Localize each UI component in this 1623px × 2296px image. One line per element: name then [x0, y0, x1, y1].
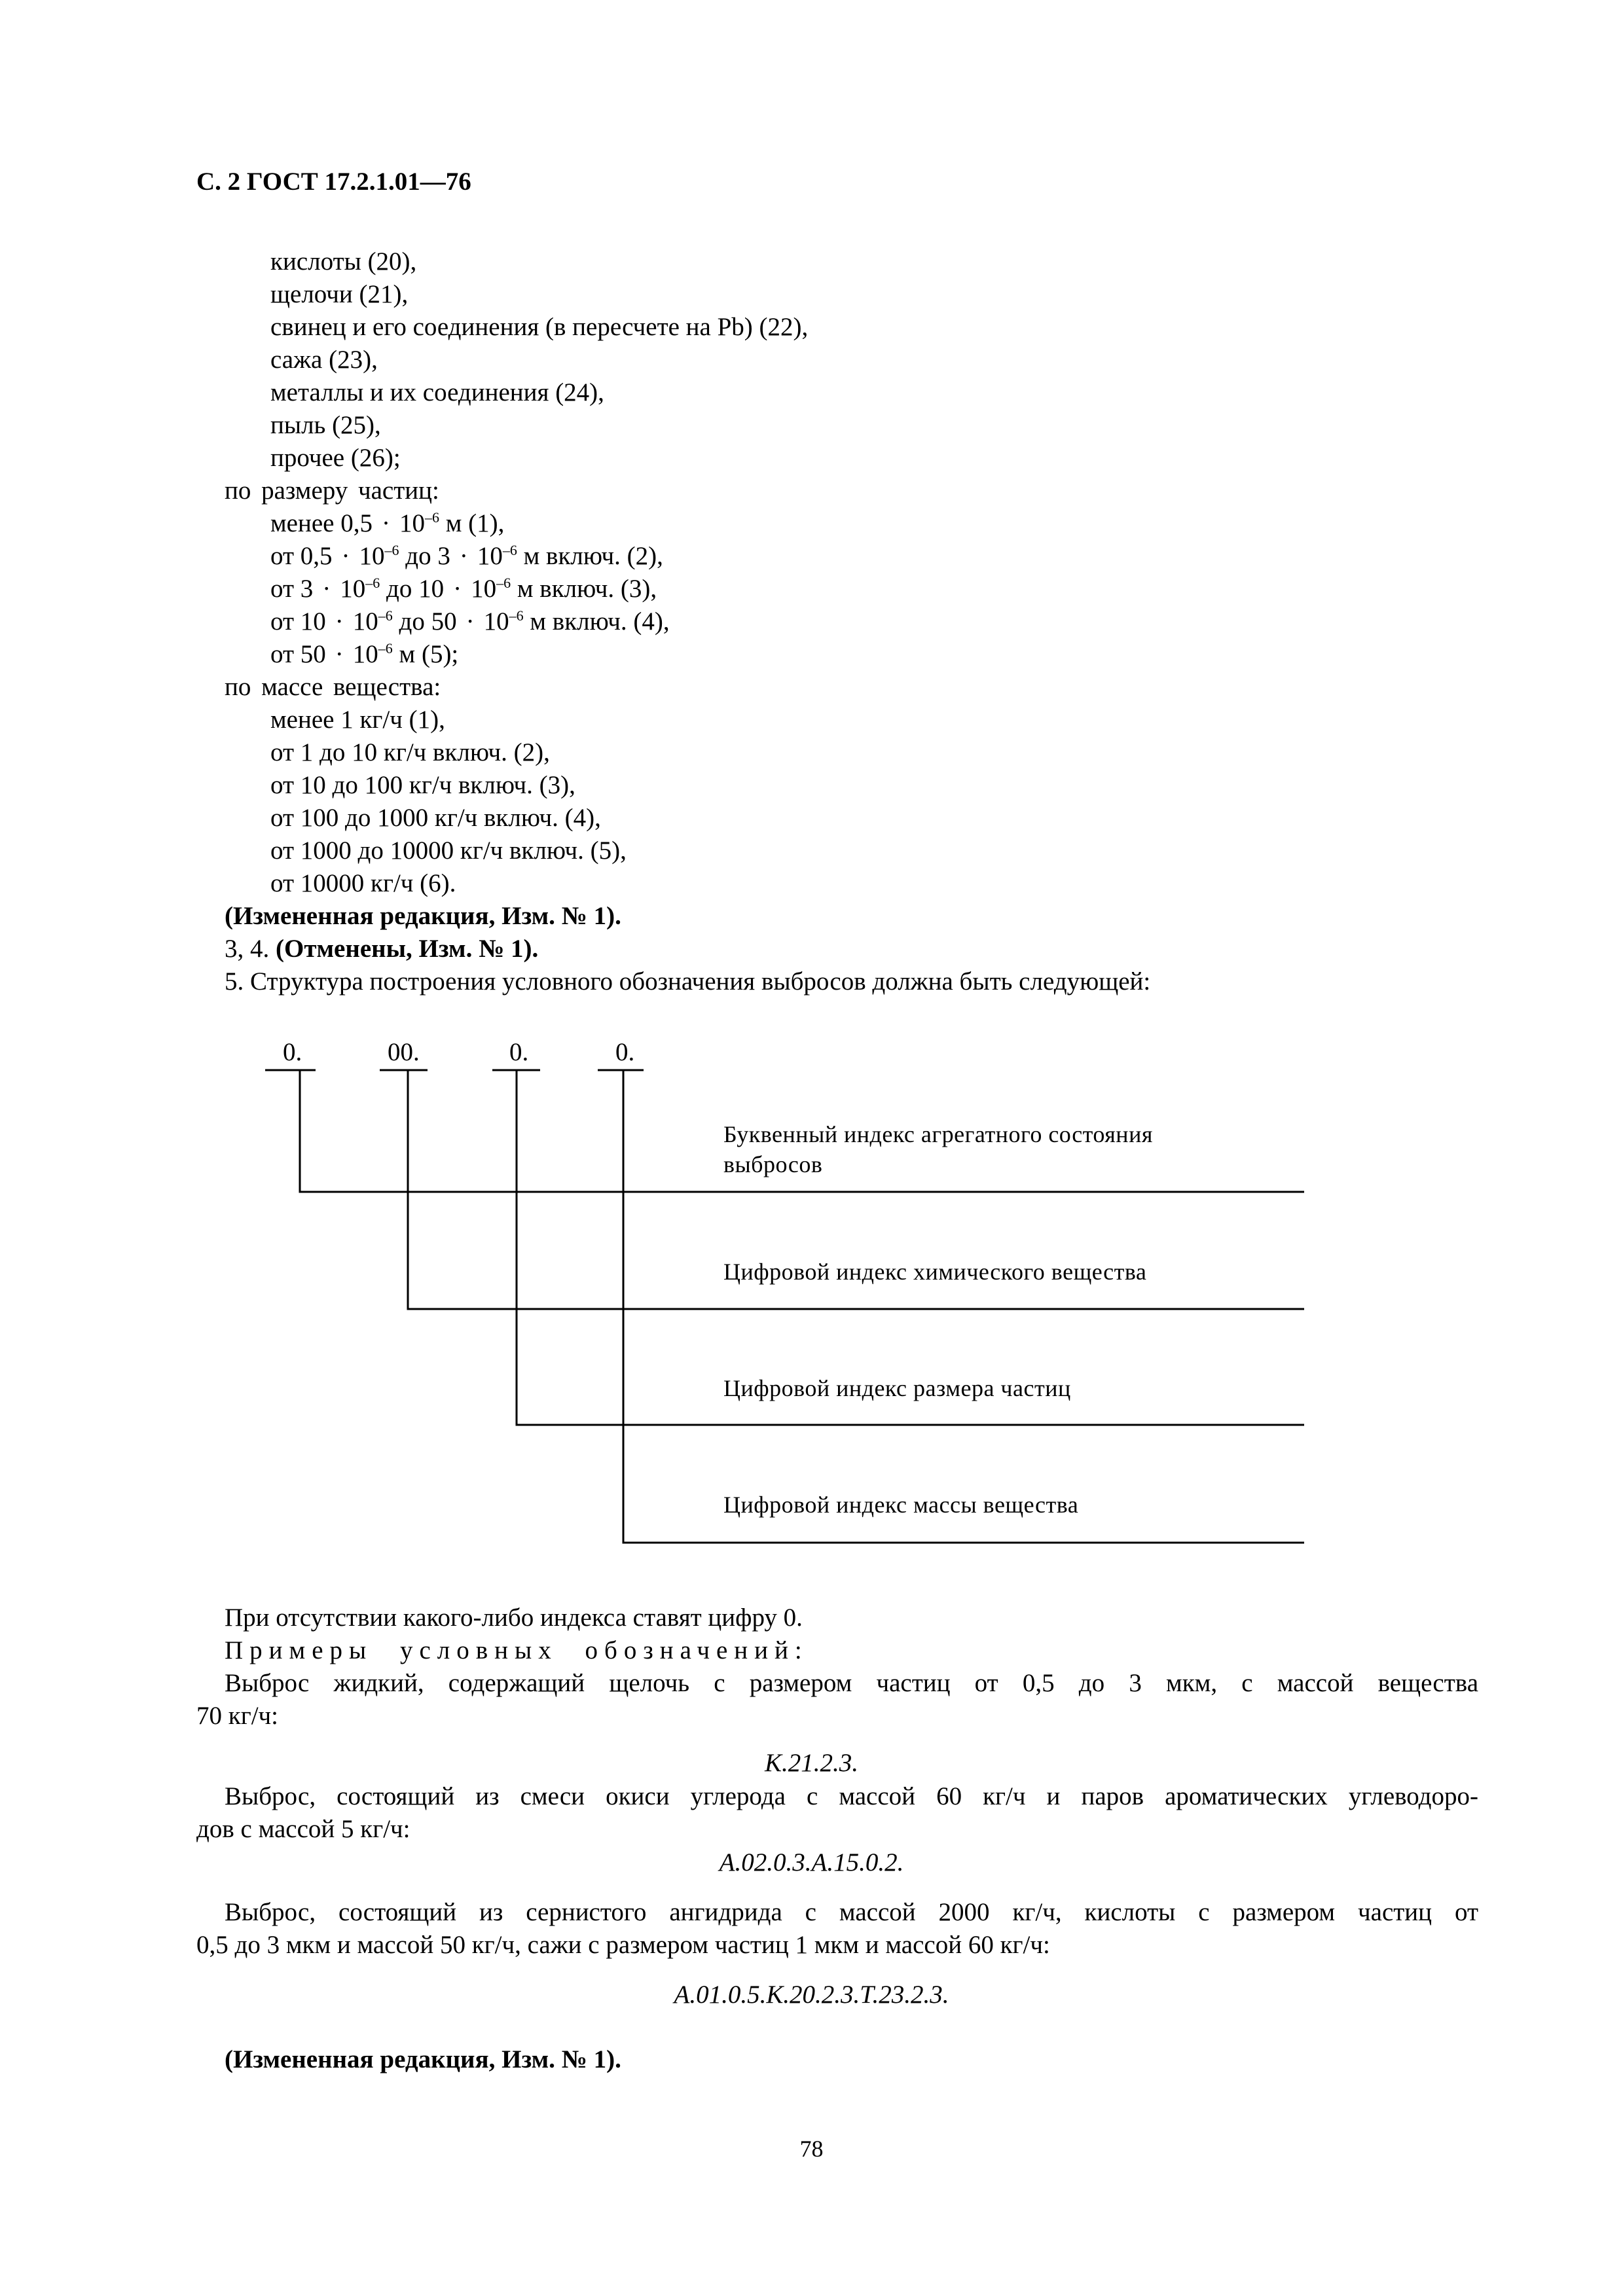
list-item: кислоты (20),	[270, 247, 417, 276]
particle-item: менее $0,5 \cdot 10^{-6}$ м (1),	[270, 509, 505, 537]
mass-item: от 1 до 10 кг/ч включ. (2),	[270, 738, 550, 766]
code-digit-aggregate: 0.	[283, 1038, 302, 1066]
mass-item: от 1000 до 10000 кг/ч включ. (5),	[270, 836, 627, 865]
label-aggregate-index-cont: выбросов	[723, 1151, 823, 1177]
mass-item: от 10 до 100 кг/ч включ. (3),	[270, 771, 575, 799]
label-chemical-index: Цифровой индекс химического вещества	[723, 1259, 1147, 1285]
particle-item: от $0,5 \cdot 10^{-6}$ до $3 \cdot 10^{-6}$ м включ. (2),	[270, 542, 663, 570]
code-digit-chemical: 00.	[388, 1038, 420, 1066]
examples-heading: Примеры условных обозначений:	[225, 1636, 809, 1664]
list-item: металлы и их соединения (24),	[270, 378, 604, 406]
example-2-code: А.02.0.3.А.15.0.2.	[719, 1848, 904, 1876]
example-1-code: К.21.2.3.	[765, 1749, 858, 1777]
example-3-text: Выброс, состоящий из сернистого ангидрида с массой 2000 кг/ч, кислоты с размером частиц от	[225, 1898, 1478, 1926]
list-item: щелочи (21),	[270, 280, 409, 308]
example-1-text: Выброс жидкий, содержащий щелочь с размером частиц от 0,5 до 3 мкм, с массой вещества	[225, 1669, 1478, 1697]
code-digit-particle: 0.	[509, 1038, 529, 1066]
example-2-text: Выброс, состоящий из смеси окиси углерода с массой 60 кг/ч и паров ароматических углеводоро-	[225, 1782, 1478, 1810]
mass-item: от 100 до 1000 кг/ч включ. (4),	[270, 804, 601, 832]
particle-item: от $10 \cdot 10^{-6}$ до $50 \cdot 10^{-6}$ м включ. (4),	[270, 607, 670, 636]
zero-rule: При отсутствии какого-либо индекса ставят цифру 0.	[225, 1604, 803, 1632]
page-header: С. 2 ГОСТ 17.2.1.01—76	[196, 168, 471, 196]
items-3-4: 3, 4. (Отменены, Изм. № 1).	[225, 935, 539, 963]
particle-size-heading: по размеру частиц:	[225, 476, 439, 505]
label-particle-index: Цифровой индекс размера частиц	[723, 1375, 1071, 1401]
particle-item: от $50 \cdot 10^{-6}$ м (5);	[270, 640, 459, 668]
list-item: пыль (25),	[270, 411, 381, 439]
list-item: прочее (26);	[270, 444, 401, 472]
page-number: 78	[799, 2136, 824, 2162]
example-3-text-cont: 0,5 до 3 мкм и массой 50 кг/ч, сажи с размером частиц 1 мкм и массой 60 кг/ч:	[196, 1931, 1050, 1959]
example-1-text-cont: 70 кг/ч:	[196, 1702, 278, 1730]
mass-item: от 10000 кг/ч (6).	[270, 869, 456, 897]
code-digit-mass: 0.	[615, 1038, 635, 1066]
list-item: свинец и его соединения (в пересчете на Pb) (22),	[270, 313, 809, 341]
label-mass-index: Цифровой индекс массы вещества	[723, 1492, 1079, 1518]
mass-heading: по массе вещества:	[225, 673, 441, 701]
label-aggregate-index: Буквенный индекс агрегатного состояния	[723, 1121, 1153, 1147]
particle-item: от $3 \cdot 10^{-6}$ до $10 \cdot 10^{-6}$ м включ. (3),	[270, 575, 657, 603]
item-5-structure: 5. Структура построения условного обозначения выбросов должна быть следующей:	[225, 967, 1151, 996]
list-item: сажа (23),	[270, 346, 378, 374]
mass-item: менее 1 кг/ч (1),	[270, 706, 445, 734]
example-3-code: А.01.0.5.К.20.2.3.Т.23.2.3.	[674, 1981, 949, 2009]
example-2-text-cont: дов с массой 5 кг/ч:	[196, 1815, 410, 1843]
amendment-note: (Измененная редакция, Изм. № 1).	[225, 902, 621, 930]
amendment-note-2: (Измененная редакция, Изм. № 1).	[225, 2045, 621, 2073]
